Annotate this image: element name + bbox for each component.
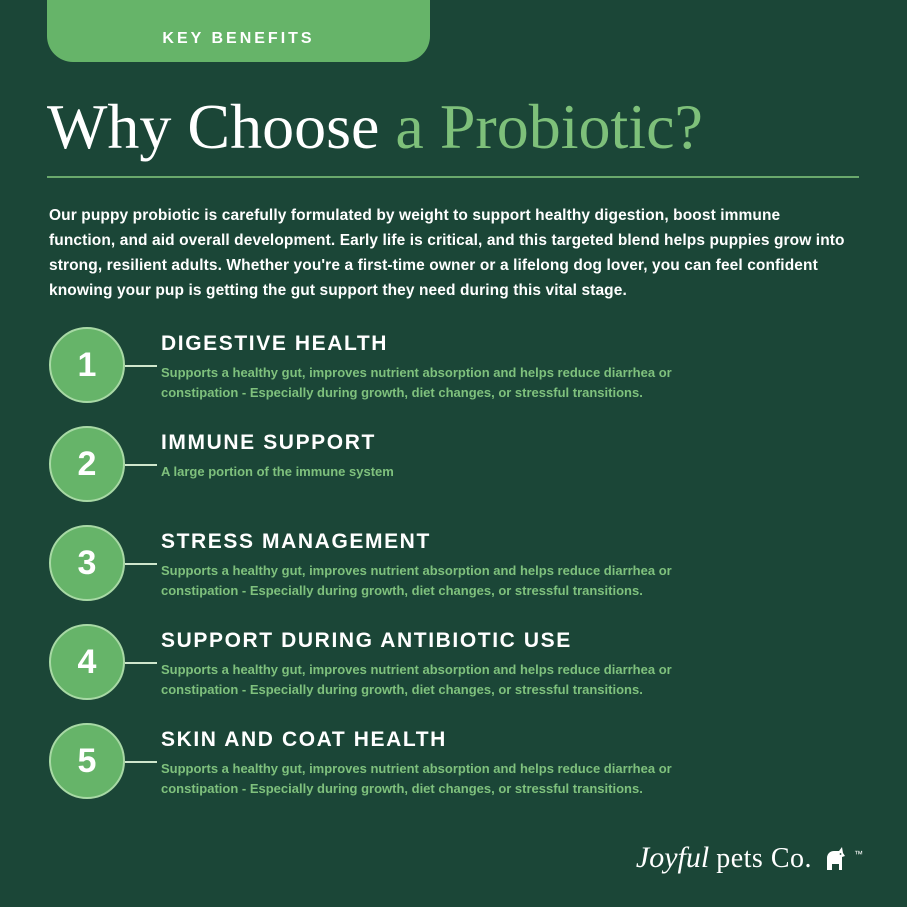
benefit-description: Supports a healthy gut, improves nutrient absorption and helps reduce diarrhea or constipation - Especially during growth, diet changes, or stressful transitions.	[161, 563, 672, 598]
intro-paragraph: Our puppy probiotic is carefully formulated by weight to support healthy digestion, boost immune function, and aid overall development. Early life is critical, and this targeted blend helps puppies grow into strong, resilient adults. Whether you're a first-time owner or a lifelong dog lover, you can feel confident knowing your pup is getting the gut support they need during this vital stage.	[49, 207, 845, 300]
key-benefits-label: KEY BENEFITS	[162, 30, 315, 47]
benefit-description: Supports a healthy gut, improves nutrient absorption and helps reduce diarrhea or constipation - Especially during growth, diet changes, or stressful transitions.	[161, 365, 672, 400]
brand-name-rest: pets Co.	[716, 843, 812, 874]
benefit-text	[157, 325, 869, 402]
benefit-number-badge: 3	[49, 525, 125, 601]
trademark-symbol: ™	[854, 849, 863, 859]
benefit-text	[157, 721, 869, 798]
list-item	[49, 721, 869, 805]
brand-logo	[636, 841, 863, 875]
page-title-accent: a Probiotic?	[395, 91, 703, 162]
page-title-main: Why Choose	[47, 91, 396, 162]
connector-line	[125, 662, 157, 664]
page-title	[47, 91, 867, 162]
key-benefits-badge	[47, 0, 430, 62]
brand-name-script: Joyful	[635, 841, 710, 874]
benefit-text	[157, 523, 869, 600]
benefit-number-badge: 5	[49, 723, 125, 799]
connector-line	[125, 464, 157, 466]
benefit-number-badge: 4	[49, 624, 125, 700]
benefit-number-badge: 1	[49, 327, 125, 403]
benefit-title: IMMUNE SUPPORT	[161, 431, 376, 454]
benefit-title: SUPPORT DURING ANTIBIOTIC USE	[161, 629, 572, 652]
list-item	[49, 523, 869, 607]
connector-line	[125, 761, 157, 763]
benefit-text	[157, 622, 869, 699]
benefit-number-badge: 2	[49, 426, 125, 502]
title-divider	[47, 176, 859, 178]
benefit-description: Supports a healthy gut, improves nutrient absorption and helps reduce diarrhea or constipation - Especially during growth, diet changes, or stressful transitions.	[161, 761, 672, 796]
list-item	[49, 325, 869, 409]
connector-line	[125, 563, 157, 565]
list-item	[49, 622, 869, 706]
dog-icon	[821, 844, 847, 874]
benefit-text	[157, 424, 869, 482]
benefit-title: SKIN AND COAT HEALTH	[161, 728, 447, 751]
benefit-title: DIGESTIVE HEALTH	[161, 332, 389, 355]
benefit-description: Supports a healthy gut, improves nutrient absorption and helps reduce diarrhea or constipation - Especially during growth, diet changes, or stressful transitions.	[161, 662, 672, 697]
connector-line	[125, 365, 157, 367]
benefit-description: A large portion of the immune system	[161, 464, 394, 480]
benefit-title: STRESS MANAGEMENT	[161, 530, 431, 553]
benefits-list	[49, 325, 869, 820]
list-item	[49, 424, 869, 508]
